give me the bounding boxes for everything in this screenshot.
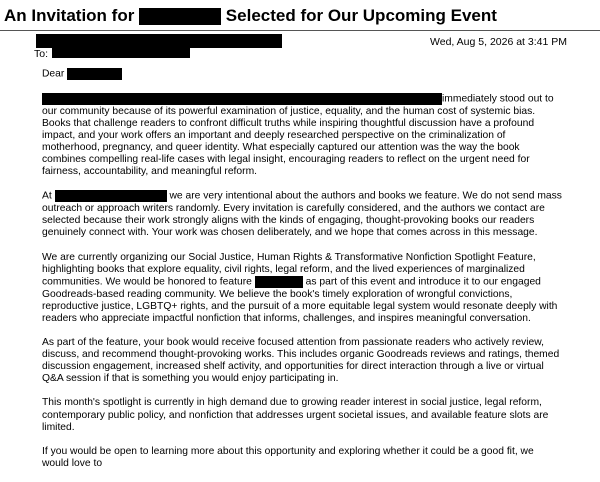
email-subject (4, 6, 497, 26)
greeting-text: Dear (42, 68, 65, 80)
redacted-book-title (139, 8, 221, 25)
paragraph-4: As part of the feature, your book would receive focused attention from passionate readers who actively review, discuss, and recommend thought-provoking works. This includes organic Goodreads reviews and ratings, themed discussion engagement, increased shelf activity, and opportunities for direct interaction through a live or virtual Q&A session if that is something you would enjoy participating in. (42, 336, 560, 385)
email-body (42, 68, 562, 482)
paragraph-1-text: immediately stood out to our community because of its powerful examination of justice, equality, and the human cost of systemic bias. Books that challenge readers to confront difficult truths while inspiring thoughtful discussion have a profound impact, and your work offers an important and deeply researched perspective on the criminalization of motherhood, pregnancy, and queer identity. What especially captured our attention was the way the book combines compelling real-life cases with legal insight, encouraging readers to reflect on the urgent need for fairness, accountability, and meaningful reform. (42, 93, 554, 178)
paragraph-5: This month's spotlight is currently in high demand due to growing reader interest in social justice, legal reform, contemporary public policy, and nonfiction that addresses urgent societal issues, and available feature slots are limited. (42, 397, 549, 433)
paragraph-2 (42, 190, 562, 239)
paragraph-3-text: as part of this event and introduce it to our engaged Goodreads-based reading community. We believe the book's timely exploration of wrongful convictions, reproductive justice, LGBTQ+ rights, and the pursuit of a more equitable legal system would resonate deeply with readers who appreciate impactful nonfiction that informs, challenges, and inspires meaningful conversation. (42, 276, 558, 324)
redacted-recipient-name (67, 68, 122, 80)
paragraph-2-text: we are very intentional about the authors and books we feature. We do not send mass outreach or approach writers randomly. Every invitation is carefully considered, and the authors we contact are selected because their work strongly aligns with the kinds of engaging, thought-provoking books our readers genuinely connect with. Your work was chosen deliberately, and we hope that comes across in this message. (42, 191, 562, 239)
redacted-organization (55, 190, 167, 202)
to-label: To: (34, 48, 49, 60)
recipient-row (34, 47, 190, 60)
paragraph-6: If you would be open to learning more about this opportunity and exploring whether it could be a good fit, we would love to (42, 445, 534, 469)
subject-suffix: Selected for Our Upcoming Event (225, 6, 497, 25)
greeting-line (42, 68, 562, 81)
paragraph-3-lead: We are currently organizing our Social Justice, Human Rights & Transformative Nonfiction Spotlight Feature, highlighting books that explore equality, civil rights, legal reform, and the lived experiences of marginalized communities. We would be honored to feature (42, 251, 536, 288)
redacted-book-reference (42, 93, 442, 105)
header-divider (0, 30, 600, 31)
paragraph-1 (42, 93, 562, 178)
redacted-sender (36, 34, 282, 48)
subject-prefix: An Invitation for (4, 6, 135, 25)
redacted-book-name (255, 276, 303, 288)
email-date: Wed, Aug 5, 2026 at 3:41 PM (430, 36, 567, 48)
paragraph-2-lead: At (42, 191, 52, 203)
redacted-recipient (52, 47, 190, 58)
paragraph-3 (42, 252, 562, 325)
